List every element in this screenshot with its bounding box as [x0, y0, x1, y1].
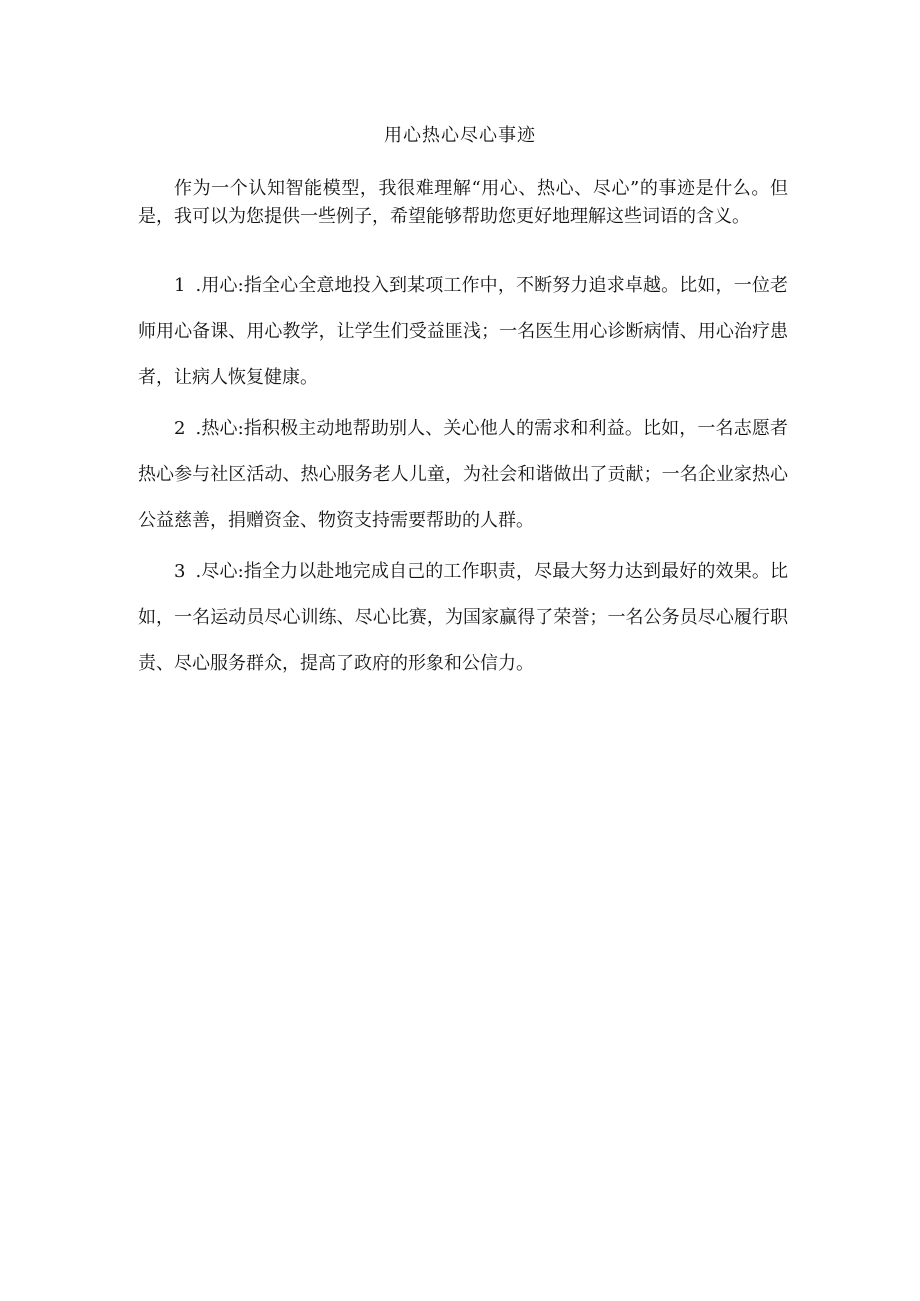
list-item	[138, 263, 788, 401]
item-term: .热心:	[195, 418, 244, 439]
item-text: 指积极主动地帮助别人、关心他人的需求和利益。比如，一名志愿者热心参与社区活动、热心服务老人儿童，为社会和谐做出了贡献；一名企业家热心公益慈善，捐赠资金、物资支持需要帮助的人群。	[138, 418, 788, 531]
intro-paragraph: 作为一个认知智能模型，我很难理解“用心、热心、尽心”的事迹是什么。但是，我可以为您提供一些例子，希望能够帮助您更好地理解这些词语的含义。	[138, 178, 788, 227]
document-title: 用心热心尽心事迹	[384, 125, 536, 146]
list-item	[138, 549, 788, 687]
item-term: .用心:	[195, 275, 244, 296]
item-number: 2	[174, 418, 186, 439]
list-item	[138, 406, 788, 544]
item-number: 1	[174, 275, 186, 296]
item-term: .尽心:	[195, 561, 244, 582]
item-text: 指全力以赴地完成自己的工作职责，尽最大努力达到最好的效果。比如，一名运动员尽心训练、尽心比赛，为国家赢得了荣誉；一名公务员尽心履行职责、尽心服务群众，提高了政府的形象和公信力。	[138, 561, 788, 674]
item-text: 指全心全意地投入到某项工作中，不断努力追求卓越。比如，一位老师用心备课、用心教学，让学生们受益匪浅；一名医生用心诊断病情、用心治疗患者，让病人恢复健康。	[138, 275, 788, 388]
item-number: 3	[174, 561, 186, 582]
